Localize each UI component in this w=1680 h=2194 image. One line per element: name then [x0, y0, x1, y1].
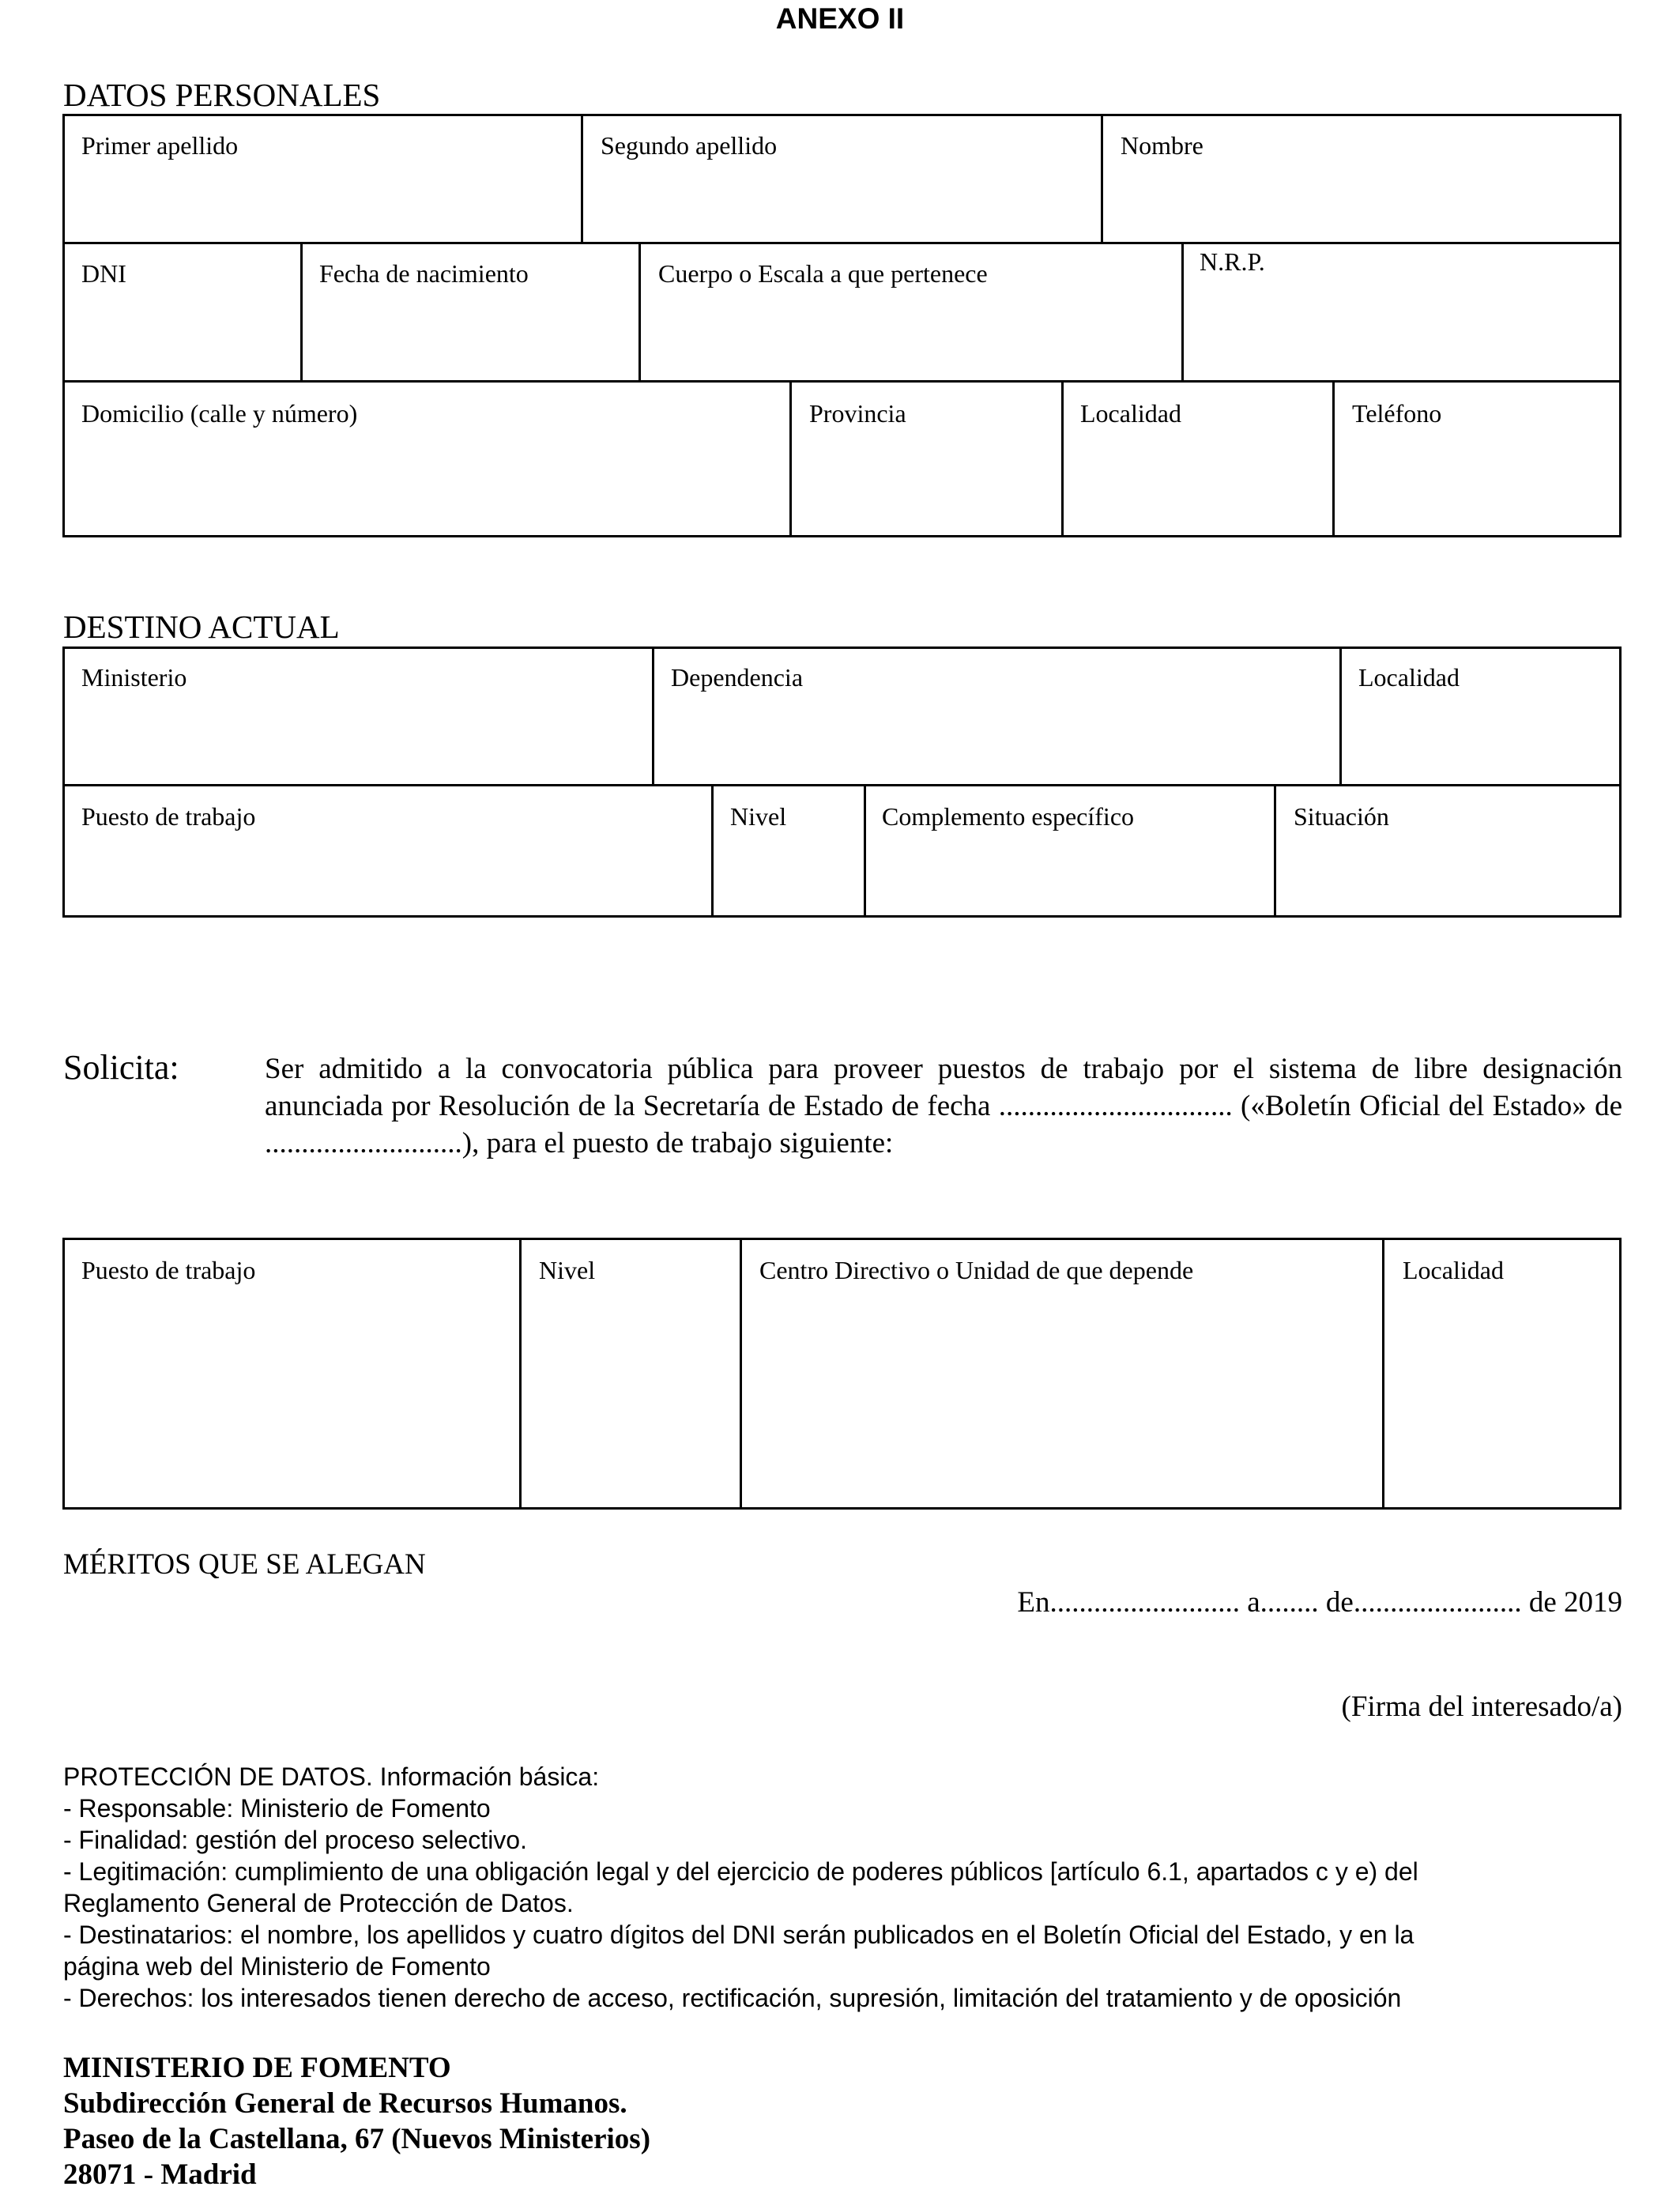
field-provincia[interactable]: Provincia	[809, 399, 906, 428]
field-localidad[interactable]: Localidad	[1080, 399, 1181, 428]
field-cuerpo-escala[interactable]: Cuerpo o Escala a que pertenece	[658, 259, 988, 288]
address-line: Subdirección General de Recursos Humanos.	[63, 2087, 627, 2120]
col-divider	[652, 647, 654, 786]
address-line: Paseo de la Castellana, 67 (Nuevos Ministerios)	[63, 2123, 651, 2155]
field-situacion[interactable]: Situación	[1294, 802, 1389, 831]
proteccion-line: Reglamento General de Protección de Datos.	[63, 1889, 574, 1917]
firma-label: (Firma del interesado/a)	[1341, 1691, 1622, 1723]
proteccion-line: página web del Ministerio de Fomento	[63, 1952, 491, 1981]
field-ministerio[interactable]: Ministerio	[81, 663, 187, 692]
field-complemento-especifico[interactable]: Complemento específico	[882, 802, 1135, 831]
meritos-heading: MÉRITOS QUE SE ALEGAN	[63, 1548, 426, 1581]
col-divider	[1382, 1238, 1384, 1510]
field-nivel[interactable]: Nivel	[730, 802, 787, 831]
col-divider	[1101, 114, 1103, 243]
address-line: 28071 - Madrid	[63, 2158, 257, 2191]
field-localidad-solicitado[interactable]: Localidad	[1403, 1256, 1504, 1284]
col-divider	[1274, 784, 1276, 918]
col-divider	[1339, 647, 1342, 786]
field-nrp[interactable]: N.R.P.	[1200, 247, 1265, 276]
row-divider	[62, 242, 1622, 244]
field-dni[interactable]: DNI	[81, 259, 126, 288]
col-divider	[638, 242, 641, 382]
col-divider	[300, 242, 303, 382]
proteccion-line: - Destinatarios: el nombre, los apellidos y cuatro dígitos del DNI serán publicados en el Boletín Oficial del Estado, y en la	[63, 1921, 1414, 1949]
col-divider	[864, 784, 866, 918]
date-line[interactable]: En.......................... a........ de....................... de 2019	[1017, 1586, 1622, 1619]
col-divider	[711, 784, 714, 918]
field-primer-apellido[interactable]: Primer apellido	[81, 131, 239, 160]
proteccion-line: - Legitimación: cumplimiento de una obligación legal y del ejercicio de poderes públicos [artículo 6.1, apartados c y e) del	[63, 1857, 1418, 1886]
solicita-label: Solicita:	[63, 1048, 179, 1087]
field-dependencia[interactable]: Dependencia	[671, 663, 804, 692]
col-divider	[740, 1238, 742, 1510]
field-telefono[interactable]: Teléfono	[1352, 399, 1442, 428]
proteccion-line: PROTECCIÓN DE DATOS. Información básica:	[63, 1762, 600, 1791]
field-nombre[interactable]: Nombre	[1121, 131, 1203, 160]
field-domicilio[interactable]: Domicilio (calle y número)	[81, 399, 358, 428]
destino-actual-heading: DESTINO ACTUAL	[63, 609, 340, 645]
address-line: MINISTERIO DE FOMENTO	[63, 2052, 451, 2084]
col-divider	[1332, 380, 1335, 537]
row-divider	[62, 380, 1622, 383]
solicita-text: Ser admitido a la convocatoria pública para proveer puestos de trabajo por el sistema de libre designación anunciada por Resolución de la Secretaría de Estado de fecha ................................ («Boletín Oficial del Estado» de ...........................), para el puesto de trabajo siguiente:	[265, 1053, 1622, 1159]
row-divider	[62, 784, 1622, 786]
col-divider	[1181, 242, 1184, 382]
col-divider	[519, 1238, 522, 1510]
page-title: ANEXO II	[775, 2, 905, 35]
col-divider	[581, 114, 583, 243]
field-puesto-trabajo[interactable]: Puesto de trabajo	[81, 802, 256, 831]
datos-personales-table	[62, 114, 1622, 537]
col-divider	[1061, 380, 1064, 537]
proteccion-line: - Derechos: los interesados tienen derecho de acceso, rectificación, supresión, limitación del tratamiento y de oposición	[63, 1984, 1402, 2012]
proteccion-datos	[63, 1761, 1418, 2014]
field-fecha-nacimiento[interactable]: Fecha de nacimiento	[319, 259, 529, 288]
field-puesto-solicitado[interactable]: Puesto de trabajo	[81, 1256, 256, 1284]
datos-personales-heading: DATOS PERSONALES	[63, 77, 381, 113]
col-divider	[789, 380, 792, 537]
address-block	[63, 2050, 650, 2192]
field-centro-directivo[interactable]: Centro Directivo o Unidad de que depende	[759, 1256, 1194, 1284]
field-nivel-solicitado[interactable]: Nivel	[539, 1256, 596, 1284]
field-localidad-destino[interactable]: Localidad	[1358, 663, 1460, 692]
proteccion-line: - Finalidad: gestión del proceso selectivo.	[63, 1826, 527, 1854]
field-segundo-apellido[interactable]: Segundo apellido	[601, 131, 778, 160]
proteccion-line: - Responsable: Ministerio de Fomento	[63, 1794, 491, 1823]
